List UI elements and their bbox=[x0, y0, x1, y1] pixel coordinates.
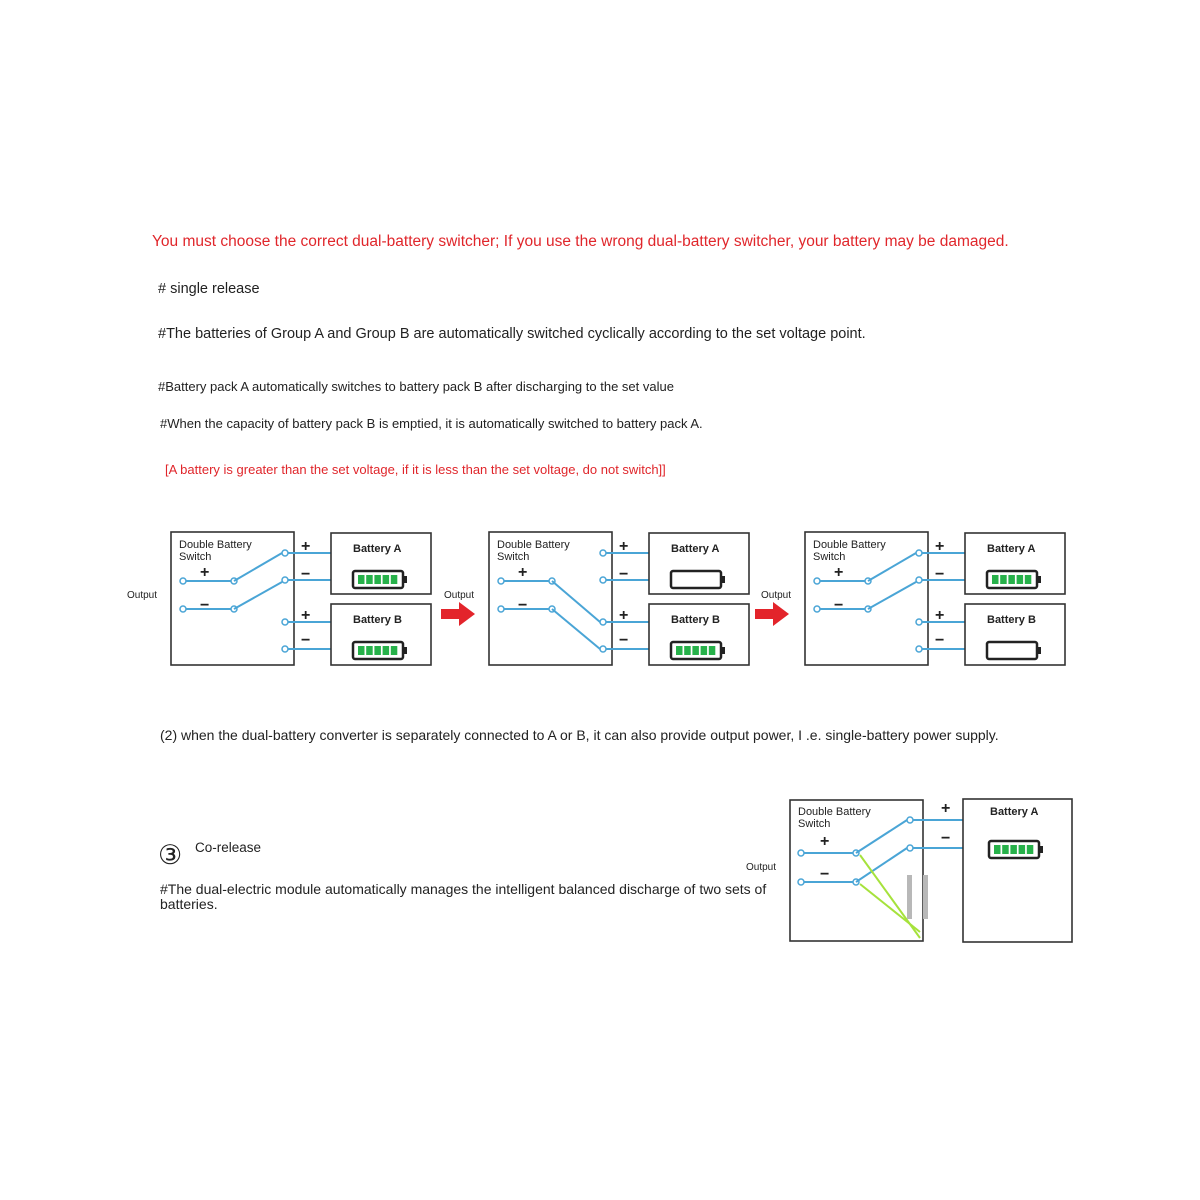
plus-sign: + bbox=[619, 607, 629, 624]
output-label: Output bbox=[127, 590, 158, 601]
flow-arrow bbox=[755, 602, 789, 626]
battery-b-icon-cell bbox=[684, 646, 691, 655]
switch-terminal-node bbox=[282, 619, 288, 625]
battery-a-icon-terminal bbox=[403, 576, 407, 583]
switch-label: Switch bbox=[497, 551, 530, 563]
switch-label: Double Battery bbox=[813, 539, 886, 551]
output-label: Output bbox=[444, 590, 475, 601]
minus-sign: − bbox=[301, 566, 311, 583]
battery-a-label: Battery A bbox=[353, 543, 402, 555]
switch-arm-plus bbox=[868, 553, 916, 581]
switch-terminal-node bbox=[916, 619, 922, 625]
switch-terminal-node bbox=[600, 577, 606, 583]
pack-b-switch-text: #When the capacity of battery pack B is emptied, it is automatically switched to battery pack A. bbox=[160, 416, 703, 431]
battery-b-label: Battery B bbox=[671, 614, 720, 626]
plus-sign: + bbox=[301, 538, 311, 555]
single-release-heading: # single release bbox=[158, 281, 260, 297]
co-arm-minus bbox=[856, 848, 907, 882]
battery-a-icon-cell bbox=[1025, 575, 1032, 584]
switch-terminal-node bbox=[600, 646, 606, 652]
battery-a-label: Battery A bbox=[987, 543, 1036, 555]
battery-b-icon-cell bbox=[383, 646, 390, 655]
switch-arm-plus bbox=[234, 553, 282, 581]
battery-b-icon-terminal bbox=[1037, 647, 1041, 654]
minus-sign: − bbox=[820, 866, 830, 883]
battery-a-icon-cell bbox=[1000, 575, 1007, 584]
co-terminal-node bbox=[907, 817, 913, 823]
battery-a-icon-cell bbox=[992, 575, 999, 584]
minus-sign: − bbox=[935, 566, 945, 583]
co-arm-plus bbox=[856, 820, 907, 853]
minus-sign: − bbox=[619, 566, 629, 583]
switch-terminal-node bbox=[282, 550, 288, 556]
battery-b-icon-terminal bbox=[721, 647, 725, 654]
battery-a-icon-cell bbox=[1008, 575, 1015, 584]
single-battery-text: (2) when the dual-battery converter is separately connected to A or B, it can also provide output power, I .e. single-battery power supply. bbox=[160, 727, 999, 743]
plus-sign: + bbox=[941, 800, 951, 817]
co-battery-a-icon-cell bbox=[1010, 845, 1017, 854]
co-output-label: Output bbox=[746, 862, 777, 873]
battery-b-icon-cell bbox=[676, 646, 683, 655]
co-output-plus-node bbox=[798, 850, 804, 856]
output-plus-node bbox=[498, 578, 504, 584]
terminal-bar bbox=[907, 875, 912, 919]
battery-b-icon-cell bbox=[391, 646, 398, 655]
circled-three-marker: ③ bbox=[158, 840, 183, 871]
plus-sign: + bbox=[200, 564, 210, 581]
battery-b-icon-terminal bbox=[403, 647, 407, 654]
co-terminal-node bbox=[907, 845, 913, 851]
minus-sign: − bbox=[619, 632, 629, 649]
cyclic-switch-text: #The batteries of Group A and Group B are automatically switched cyclically according to the set voltage point. bbox=[158, 326, 866, 342]
minus-sign: − bbox=[941, 830, 951, 847]
plus-sign: + bbox=[820, 833, 830, 850]
plus-sign: + bbox=[518, 564, 528, 581]
battery-b-icon bbox=[987, 642, 1037, 659]
battery-a-icon-terminal bbox=[1037, 576, 1041, 583]
minus-sign: − bbox=[834, 597, 844, 614]
switch-label: Double Battery bbox=[497, 539, 570, 551]
output-minus-node bbox=[498, 606, 504, 612]
co-battery-a-icon-cell bbox=[1027, 845, 1034, 854]
battery-b-icon-cell bbox=[358, 646, 365, 655]
co-battery-a-label: Battery A bbox=[990, 806, 1039, 818]
plus-sign: + bbox=[301, 607, 311, 624]
output-minus-node bbox=[814, 606, 820, 612]
battery-a-icon-cell bbox=[1017, 575, 1024, 584]
switch-arm-minus bbox=[868, 582, 916, 609]
pack-a-switch-text: #Battery pack A automatically switches to battery pack B after discharging to the set value bbox=[158, 379, 674, 394]
switch-terminal-node bbox=[282, 646, 288, 652]
co-release-heading: Co-release bbox=[195, 840, 262, 855]
plus-sign: + bbox=[935, 538, 945, 555]
minus-sign: − bbox=[518, 597, 528, 614]
voltage-note: [A battery is greater than the set voltage, if it is less than the set voltage, do not switch]] bbox=[165, 462, 666, 477]
output-minus-node bbox=[180, 606, 186, 612]
terminal-bar bbox=[923, 875, 928, 919]
warning-text: You must choose the correct dual-battery switcher; If you use the wrong dual-battery switcher, your battery may be damaged. bbox=[152, 233, 1009, 250]
battery-a-icon bbox=[671, 571, 721, 588]
battery-b-icon-cell bbox=[692, 646, 699, 655]
plus-sign: + bbox=[834, 564, 844, 581]
switch-label: Switch bbox=[813, 551, 846, 563]
minus-sign: − bbox=[200, 597, 210, 614]
minus-sign: − bbox=[935, 632, 945, 649]
co-battery-a-icon-cell bbox=[1002, 845, 1009, 854]
switch-arm-minus bbox=[234, 582, 282, 609]
output-plus-node bbox=[814, 578, 820, 584]
battery-b-icon-cell bbox=[709, 646, 716, 655]
minus-sign: − bbox=[301, 632, 311, 649]
co-release-text: #The dual-electric module automatically manages the intelligent balanced discharge of two sets of batteries. bbox=[160, 881, 767, 912]
battery-a-icon-cell bbox=[383, 575, 390, 584]
switch-terminal-node bbox=[916, 577, 922, 583]
switch-terminal-node bbox=[916, 550, 922, 556]
output-plus-node bbox=[180, 578, 186, 584]
co-battery-a-icon-cell bbox=[994, 845, 1001, 854]
battery-b-icon-cell bbox=[701, 646, 708, 655]
battery-b-icon-cell bbox=[366, 646, 373, 655]
battery-b-icon-cell bbox=[374, 646, 381, 655]
switch-terminal-node bbox=[600, 550, 606, 556]
switch-terminal-node bbox=[282, 577, 288, 583]
battery-b-label: Battery B bbox=[353, 614, 402, 626]
co-switch-label: Double Battery bbox=[798, 806, 871, 818]
co-switch-label: Switch bbox=[798, 818, 831, 830]
battery-a-label: Battery A bbox=[671, 543, 720, 555]
co-output-minus-node bbox=[798, 879, 804, 885]
battery-a-icon-cell bbox=[366, 575, 373, 584]
battery-a-icon-cell bbox=[374, 575, 381, 584]
switch-terminal-node bbox=[600, 619, 606, 625]
plus-sign: + bbox=[935, 607, 945, 624]
co-battery-a-icon-cell bbox=[1019, 845, 1026, 854]
battery-a-icon-cell bbox=[358, 575, 365, 584]
co-battery-a-icon-terminal bbox=[1039, 846, 1043, 853]
switch-label: Switch bbox=[179, 551, 212, 563]
switch-terminal-node bbox=[916, 646, 922, 652]
battery-a-icon-cell bbox=[391, 575, 398, 584]
battery-b-label: Battery B bbox=[987, 614, 1036, 626]
plus-sign: + bbox=[619, 538, 629, 555]
flow-arrow bbox=[441, 602, 475, 626]
co-battery-a-box bbox=[963, 799, 1072, 942]
output-label: Output bbox=[761, 590, 792, 601]
battery-a-icon-terminal bbox=[721, 576, 725, 583]
switch-label: Double Battery bbox=[179, 539, 252, 551]
